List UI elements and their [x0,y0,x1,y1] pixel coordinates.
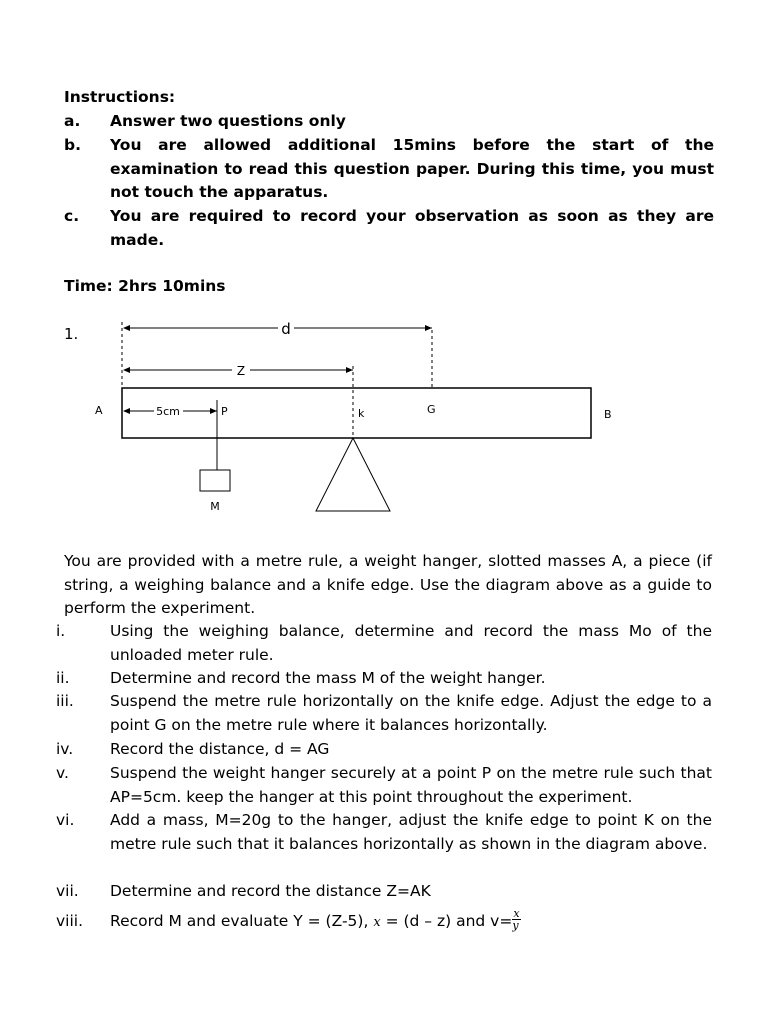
step-item [56,762,712,809]
question-intro: You are provided with a metre rule, a weight hanger, slotted masses A, a piece (if string, a weighing balance and a knife edge. Use the diagram above as a guide to perform the experiment. [64,552,712,617]
step-text [110,907,712,935]
question-number: 1. [64,325,79,343]
label-z: Z [236,364,246,378]
metre-rule [122,388,591,438]
label-b: B [604,408,612,421]
label-g: G [427,403,436,416]
hanger-mass [200,470,230,491]
step-item [56,667,712,691]
label-d: d [281,320,291,338]
step-text: Determine and record the mass M of the weight hanger. [110,669,546,687]
instruction-text: Answer two questions only [110,112,346,130]
instruction-text: You are required to record your observation as soon as they are made. [110,207,714,249]
instruction-marker: b. [64,136,81,154]
step-text: Add a mass, M=20g to the hanger, adjust the knife edge to point K on the metre rule such that it balances horizontally as shown in the diagram above. [110,811,712,853]
step-text: Determine and record the distance Z=AK [110,882,431,900]
step-marker: vi. [56,811,75,829]
instructions-heading: Instructions: [64,88,176,106]
step-text-part1: Record M and evaluate Y = (Z-5), [110,912,374,930]
step-text-part2: = (d – z) and v= [380,912,513,930]
instruction-item [64,134,714,205]
fraction-numerator: x [513,907,520,920]
variable-x: x [373,915,381,930]
label-m: M [210,500,220,513]
fraction-x-over-y [512,908,520,931]
step-text: Using the weighing balance, determine and record the mass Mo of the unloaded meter rule. [110,622,712,664]
metre-rule-diagram [0,300,768,530]
fraction-denominator: y [512,919,519,932]
label-5cm: 5cm [156,405,180,418]
step-item [56,738,712,762]
step-marker: ii. [56,669,70,687]
step-text: Suspend the weight hanger securely at a point P on the metre rule such that AP=5cm. keep the hanger at this point throughout the experiment. [110,764,712,806]
step-item [56,690,712,737]
instruction-item [64,205,714,252]
step-marker: v. [56,764,69,782]
step-item [56,907,712,935]
step-marker: vii. [56,882,79,900]
instruction-text: You are allowed additional 15mins before the start of the examination to read this question paper. During this time, you must not touch the apparatus. [110,136,714,201]
exam-time: Time: 2hrs 10mins [64,277,226,295]
step-marker: viii. [56,912,84,930]
label-k: k [358,407,365,420]
step-marker: iii. [56,692,74,710]
label-a: A [95,404,103,417]
instruction-marker: a. [64,112,81,130]
label-p: P [221,405,228,418]
step-text: Record the distance, d = AG [110,740,330,758]
step-item [56,880,712,904]
step-item [56,620,712,667]
step-marker: iv. [56,740,74,758]
knife-edge [316,438,390,511]
step-text: Suspend the metre rule horizontally on the knife edge. Adjust the edge to a point G on the metre rule where it balances horizontally. [110,692,712,734]
step-item [56,809,712,856]
instruction-marker: c. [64,207,80,225]
step-marker: i. [56,622,66,640]
instruction-item [64,110,714,134]
